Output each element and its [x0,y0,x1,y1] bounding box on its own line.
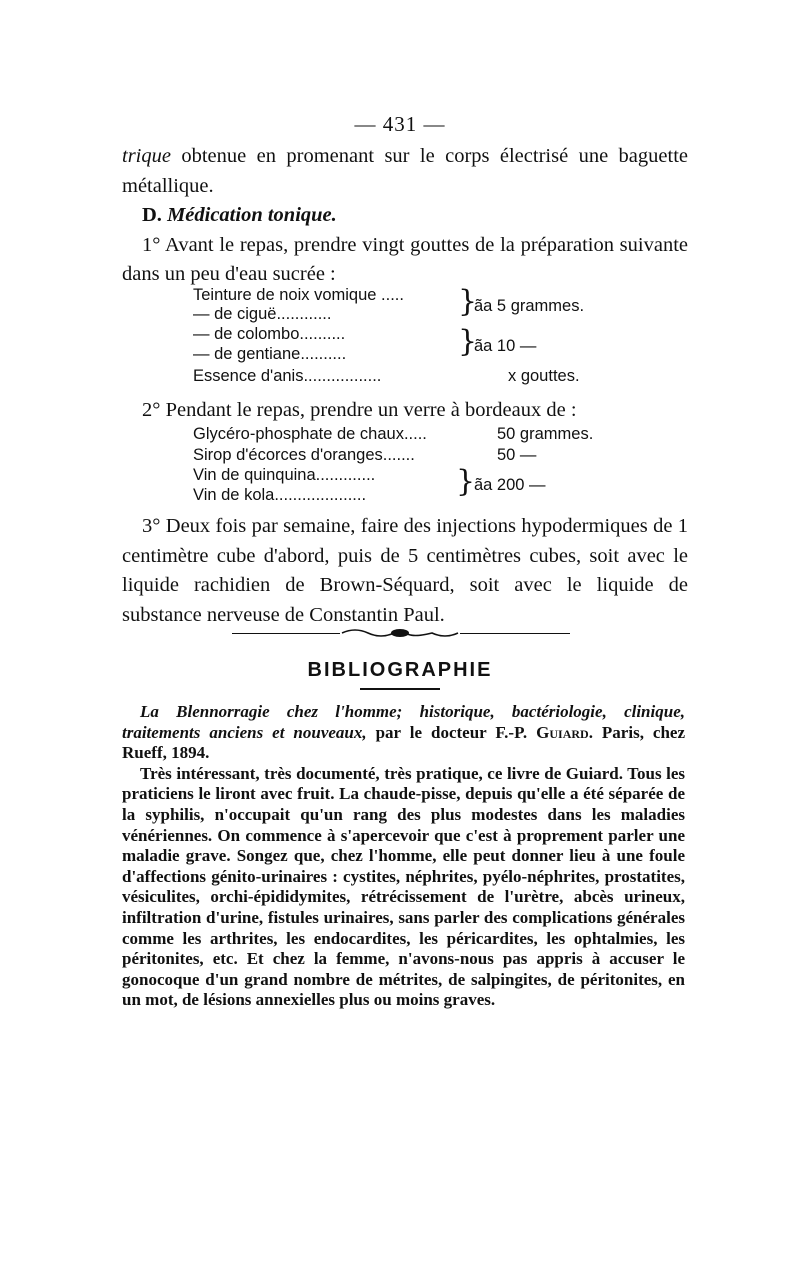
instruction-1: 1° Avant le repas, prendre vingt gouttes de la préparation suivante dans un peu d'eau sucrée : [122,233,688,285]
instruction-2: 2° Pendant le repas, prendre un verre à bordeaux de : [142,399,577,421]
brace-icon: } [458,324,478,359]
recipe-1-line: Teinture de noix vomique ..... [193,286,404,304]
ornament-icon [340,627,460,639]
reference-author: Guiard [536,722,589,742]
recipe-2-line: Glycéro-phosphate de chaux..... [193,425,427,443]
reference-publisher: . Paris, chez Rueff, 1894. [122,722,685,763]
recipe-1-line: — de colombo.......... [193,325,346,343]
reference-author-prefix: par le docteur F.-P. [366,722,537,742]
recipe-2-line: Vin de kola.................... [193,486,367,504]
continued-word: trique [122,145,171,167]
brace-icon: } [458,284,478,319]
recipe-2-qty: 50 — [497,446,537,464]
recipe-1-line: Essence d'anis................. [193,367,382,385]
recipe-1-group-qty: ãa 5 grammes. [474,297,585,315]
recipe-2-group-qty: ãa 200 — [474,476,546,494]
brace-icon: } [456,464,476,499]
recipe-2-line: Vin de quinquina............. [193,466,376,484]
recipe-2-qty: 50 grammes. [497,425,594,443]
recipe-2 [0,0,800,520]
bibliography-title: BIBLIOGRAPHIE [307,659,493,681]
section-title: Médication tonique. [167,204,337,226]
bibliography-entry [122,702,685,1011]
instruction-3: 3° Deux fois par semaine, faire des injections hypodermiques de 1 centimètre cube d'abord, puis de 5 centimètres cubes, soit avec le liquide rachidien de Brown-Séquard, soit avec le liquide de substance nerveuse de Constantin Paul. [122,515,688,626]
recipe-1-group-qty: ãa 10 — [474,337,537,355]
recipe-1-line: — de ciguë............ [193,305,332,323]
paragraph-continuation-text: obtenue en promenant sur le corps électrisé une baguette métallique. [122,145,688,197]
recipe-2-line: Sirop d'écorces d'oranges....... [193,446,415,464]
recipe-1-qty: x gouttes. [508,367,580,385]
reference [122,702,685,764]
recipe-1-line: — de gentiane.......... [193,345,347,363]
page-number: — 431 — [354,112,446,136]
review-text: Très intéressant, très documenté, très pratique, ce livre de Guiard. Tous les praticiens le liront avec fruit. La chaude-pisse, depuis qu'elle a été séparée de la syphilis, n'occupait qu'un rang des plus modestes dans les maladies vénériennes. On commence à s'apercevoir que c'est à proprement parler une maladie grave. Songez que, chez l'homme, elle peut donner lieu à une foule d'affections génito-urinaires : cystites, néphrites, pyélo-néphrites, prostatites, vésiculites, orchi-épididymites, rétrécissement de l'urètre, abcès urineux, infiltration d'urine, fistules urinaires, sans parler des complications générales comme les arthrites, les endocardites, les péricardites, les ophtalmies, les péritonites, etc. Et chez la femme, n'avons-nous pas appris à accuser le gonocoque d'un grand nombre de métrites, de salpingites, de péritonites, en un mot, de lésions annexielles plus ou moins graves. [122,763,685,1010]
section-letter: D. [142,204,162,226]
reference-title: La Blennorragie chez l'homme; historique, bactériologie, clinique, traitements anciens et nouveaux, [122,702,685,742]
title-underline [360,688,440,690]
instruction-3-block [122,512,688,630]
